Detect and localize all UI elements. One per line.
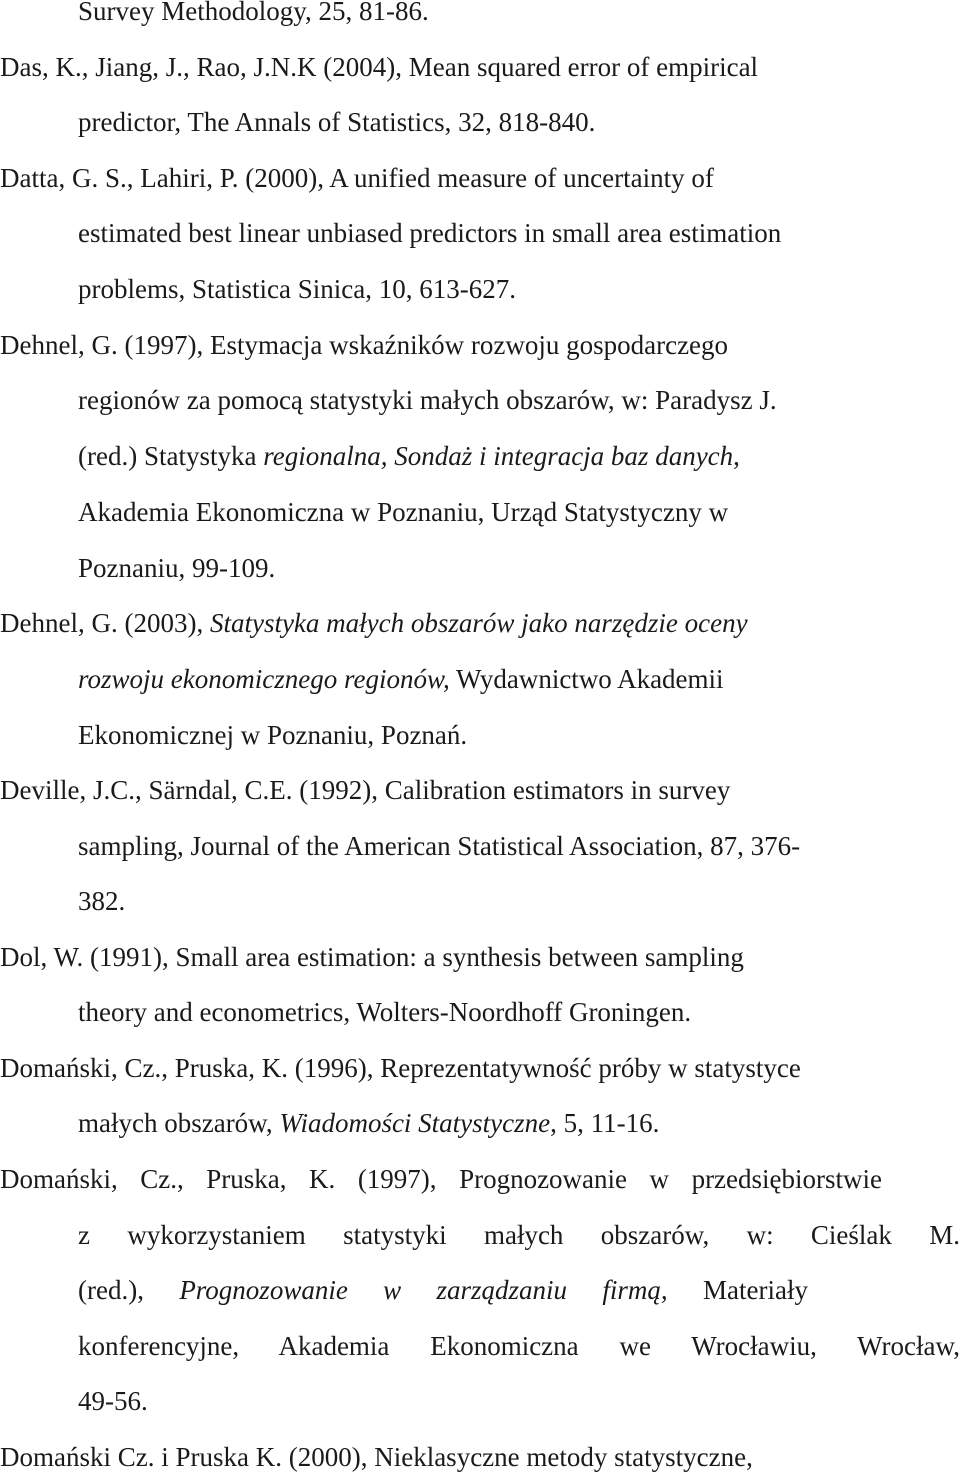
text-run: regionów za pomocą statystyki małych obszarów, w: Paradysz J. [78, 385, 777, 415]
text-run: Das, K., Jiang, J., Rao, J.N.K (2004), Mean squared error of empirical [0, 52, 759, 82]
text-run: konferencyjne, Akademia Ekonomiczna we Wrocławiu, Wrocław, [78, 1331, 960, 1361]
reference-line [78, 495, 728, 529]
text-run: Deville, J.C., Särndal, C.E. (1992), Calibration estimators in survey [0, 775, 731, 805]
text-run: 382. [78, 886, 126, 916]
reference-line [78, 216, 781, 250]
text-run: theory and econometrics, Wolters-Noordhoff Groningen. [78, 997, 692, 1027]
text-run: predictor, The Annals of Statistics, 32, 818-840. [78, 107, 596, 137]
reference-line [0, 328, 728, 362]
italic-text: rozwoju ekonomicznego regionów, [78, 664, 450, 694]
reference-line [78, 0, 429, 28]
text-run: sampling, Journal of the American Statistical Association, 87, 376- [78, 831, 801, 861]
text-run: , 5, 11-16. [550, 1108, 660, 1138]
text-run: 49-56. [78, 1386, 148, 1416]
italic-text: Wiadomości Statystyczne [279, 1108, 551, 1138]
italic-text: Statystyka małych obszarów jako narzędzie oceny [209, 608, 748, 638]
reference-line [78, 1384, 148, 1418]
text-run: Datta, G. S., Lahiri, P. (2000), A unified measure of uncertainty of [0, 163, 714, 193]
text-run: Dehnel, G. (1997), Estymacja wskaźników rozwoju gospodarczego [0, 330, 729, 360]
text-run: Ekonomicznej w Poznaniu, Poznań. [78, 720, 468, 750]
text-run: , [733, 441, 740, 471]
text-run: Dehnel, G. (2003), [0, 608, 210, 638]
text-run: z wykorzystaniem statystyki małych obszarów, w: Cieślak M. [78, 1220, 960, 1250]
text-run: Poznaniu, 99-109. [78, 553, 276, 583]
text-run: Domański, Cz., Pruska, K. (1996), Reprezentatywność próby w statystyce [0, 1053, 801, 1083]
reference-line [78, 1106, 659, 1140]
reference-line [78, 829, 800, 863]
text-run: Domański, Cz., Pruska, K. (1997), Prognozowanie w przedsiębiorstwie [0, 1164, 882, 1194]
reference-line [0, 940, 744, 974]
reference-line [78, 1329, 960, 1363]
text-run: Survey Methodology, 25, 81-86. [78, 0, 429, 26]
reference-line [78, 1218, 960, 1252]
reference-line [78, 272, 516, 306]
reference-line [0, 50, 758, 84]
reference-line [78, 383, 777, 417]
reference-line [78, 551, 275, 585]
reference-line [78, 884, 125, 918]
reference-line [78, 105, 595, 139]
text-run: estimated best linear unbiased predictors in small area estimation [78, 218, 782, 248]
text-run: (red.) Statystyka [78, 441, 264, 471]
text-run: Dol, W. (1991), Small area estimation: a synthesis between sampling [0, 942, 744, 972]
text-run: małych obszarów, [78, 1108, 280, 1138]
text-run: Materiały [667, 1275, 808, 1305]
reference-line [0, 773, 730, 807]
reference-line [78, 439, 740, 473]
reference-line [78, 1273, 808, 1307]
italic-text: regionalna, Sondaż i integracja baz danych [263, 441, 734, 471]
italic-text: Prognozowanie w zarządzaniu firmą, [179, 1275, 668, 1305]
reference-line [0, 1162, 882, 1196]
text-run: Akademia Ekonomiczna w Poznaniu, Urząd Statystyczny w [78, 497, 729, 527]
text-run: Wydawnictwo Akademii [449, 664, 724, 694]
reference-line [78, 718, 467, 752]
text-run: Domański Cz. i Pruska K. (2000), Nieklasyczne metody statystyczne, [0, 1442, 753, 1472]
text-run: (red.), [78, 1275, 180, 1305]
reference-line [78, 662, 724, 696]
text-run: problems, Statistica Sinica, 10, 613-627. [78, 274, 516, 304]
reference-line [0, 1051, 801, 1085]
reference-line [0, 606, 748, 640]
reference-line [78, 995, 691, 1029]
reference-line [0, 161, 714, 195]
reference-line [0, 1440, 753, 1474]
